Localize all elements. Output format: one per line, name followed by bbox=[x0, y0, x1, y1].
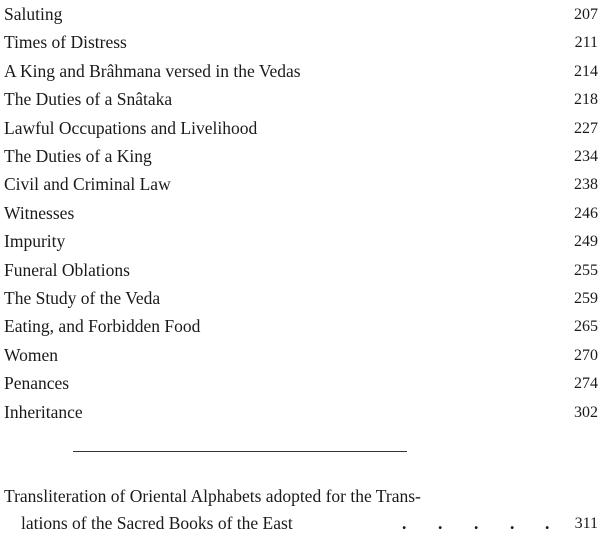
leader-dot: . bbox=[474, 513, 479, 533]
toc-entry-title: Inheritance bbox=[4, 398, 85, 427]
toc-entry bbox=[4, 341, 600, 370]
toc-entry-page: 207 bbox=[568, 0, 598, 29]
leader-dot: . bbox=[510, 513, 515, 533]
toc-entry bbox=[4, 170, 600, 199]
toc-entry bbox=[4, 256, 600, 285]
toc-entry-title: Witnesses bbox=[4, 199, 76, 228]
leader-dot: . bbox=[402, 513, 407, 533]
toc-entry-title: The Duties of a Snâtaka bbox=[4, 85, 174, 114]
toc-entry bbox=[4, 312, 600, 341]
toc-entry bbox=[4, 398, 600, 427]
toc-entry-page: 227 bbox=[568, 114, 598, 143]
toc-entry-title: The Duties of a King bbox=[4, 142, 154, 171]
toc-entry-page: 255 bbox=[568, 256, 598, 285]
toc-entry-page: 234 bbox=[568, 142, 598, 171]
appendix-page-number: 311 bbox=[574, 515, 598, 532]
toc-entry-title: Penances bbox=[4, 369, 71, 398]
toc-entry bbox=[4, 57, 600, 86]
toc-entry bbox=[4, 114, 600, 143]
leader-dot: . bbox=[438, 513, 443, 533]
appendix-title-line-2: lations of the Sacred Books of the East bbox=[21, 513, 293, 533]
appendix-title-line-1: Transliteration of Oriental Alphabets adopted for the Trans- bbox=[4, 486, 421, 506]
toc-entry-page: 270 bbox=[568, 341, 598, 370]
toc-entry-title: Impurity bbox=[4, 227, 67, 256]
toc-entry bbox=[4, 369, 600, 398]
toc-entry-page: 246 bbox=[568, 199, 598, 228]
leader-dot: . bbox=[545, 513, 550, 533]
toc-entry bbox=[4, 28, 600, 57]
toc-entry-title: A King and Brâhmana versed in the Vedas bbox=[4, 57, 303, 86]
toc-entry bbox=[4, 199, 600, 228]
toc-entry bbox=[4, 0, 600, 29]
toc-entry bbox=[4, 284, 600, 313]
toc-entry-title: Eating, and Forbidden Food bbox=[4, 312, 202, 341]
toc-entry-page: 238 bbox=[568, 170, 598, 199]
toc-entry bbox=[4, 142, 600, 171]
toc-entry bbox=[4, 227, 600, 256]
toc-entry-title: Saluting bbox=[4, 0, 64, 29]
toc-entry bbox=[4, 85, 600, 114]
toc-entry-page: 265 bbox=[568, 312, 598, 341]
toc-entry-page: 211 bbox=[569, 28, 598, 57]
toc-entry-title: Lawful Occupations and Livelihood bbox=[4, 114, 259, 143]
toc-entry-title: Times of Distress bbox=[4, 28, 129, 57]
toc-entry-title: Women bbox=[4, 341, 60, 370]
toc-entry-title: Civil and Criminal Law bbox=[4, 170, 173, 199]
toc-entry-page: 259 bbox=[568, 284, 598, 313]
toc-entry-page: 274 bbox=[568, 369, 598, 398]
toc-entry-page: 249 bbox=[568, 227, 598, 256]
toc-entry-page: 218 bbox=[568, 85, 598, 114]
toc-entry-title: The Study of the Veda bbox=[4, 284, 162, 313]
toc-entry-title: Funeral Oblations bbox=[4, 256, 132, 285]
toc-entry-page: 302 bbox=[568, 398, 598, 427]
toc-entry-page: 214 bbox=[568, 57, 598, 86]
section-divider bbox=[73, 451, 407, 452]
